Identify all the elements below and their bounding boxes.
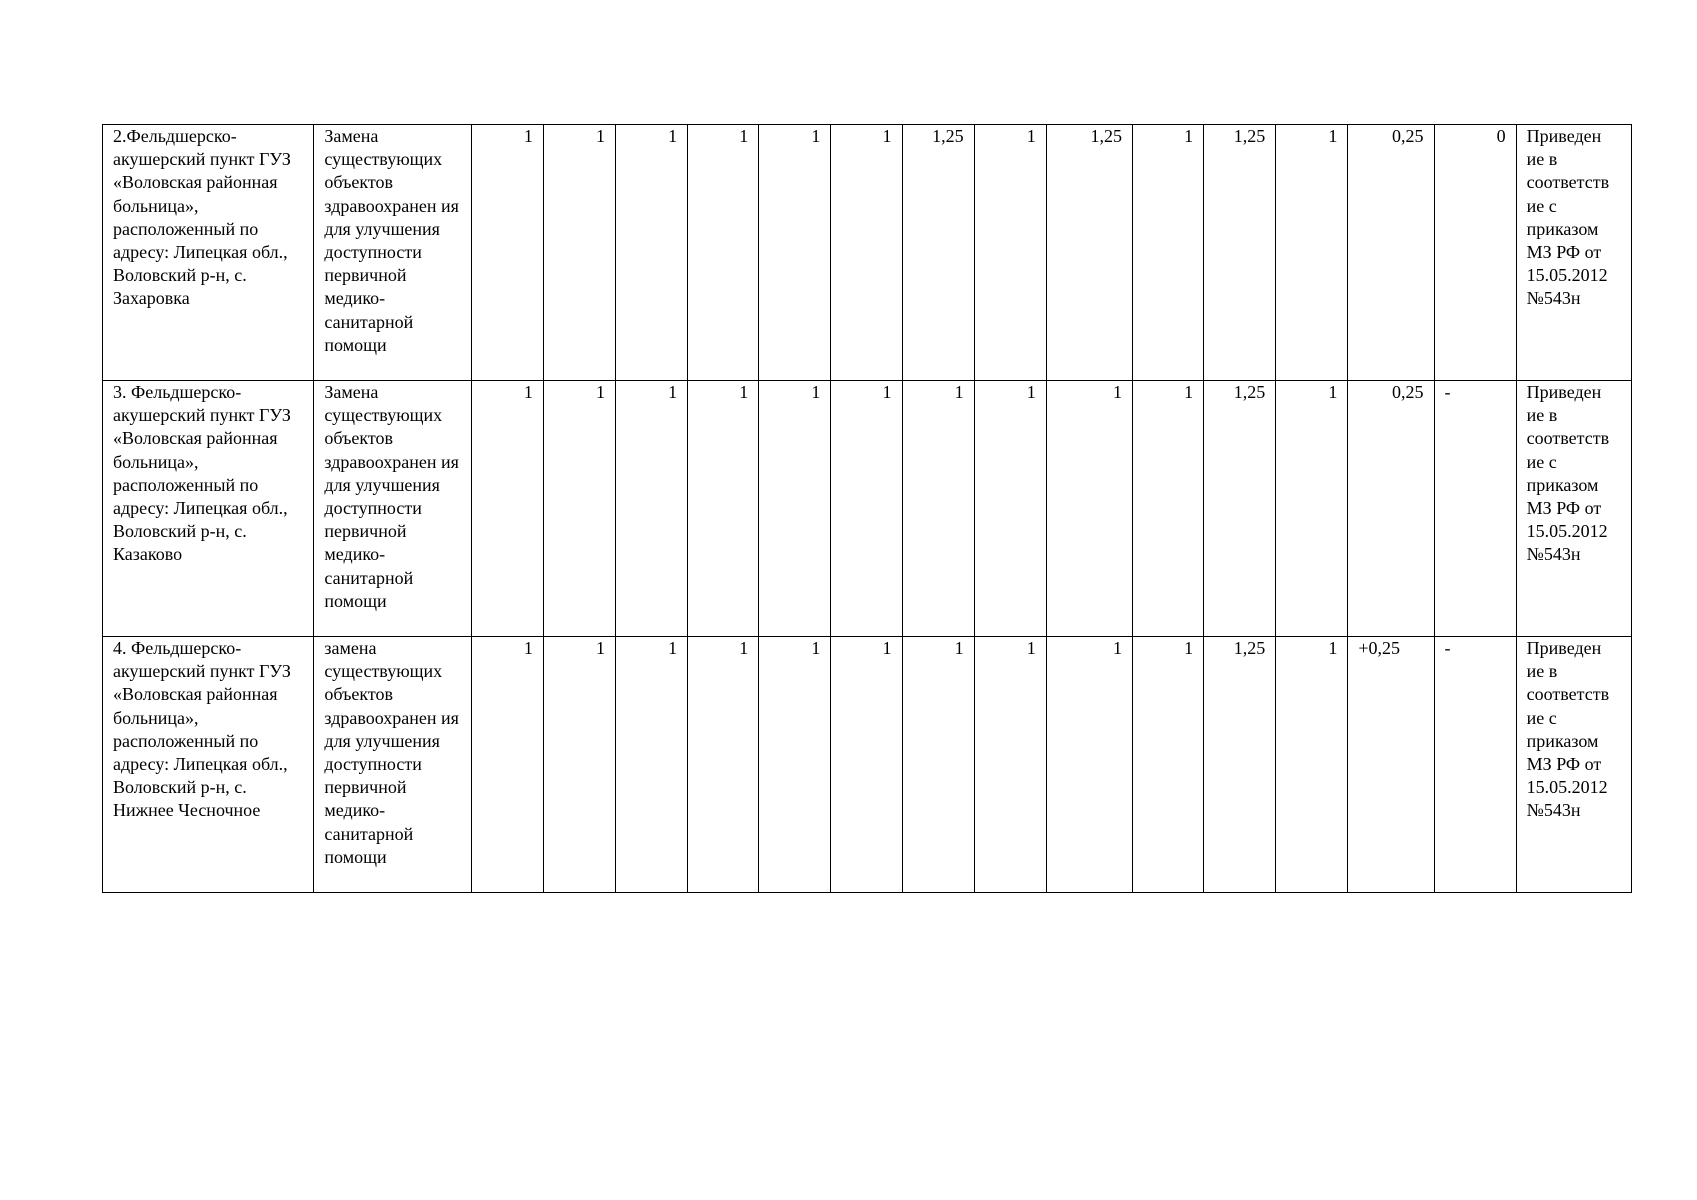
value-cell: 1 bbox=[1132, 381, 1203, 637]
value-cell: 1 bbox=[471, 381, 543, 637]
value-cell: 1 bbox=[615, 637, 687, 893]
value-cell: 0 bbox=[1434, 125, 1516, 381]
value-cell: 1 bbox=[615, 381, 687, 637]
note-cell: Приведен ие в соответств ие с приказом МЗ РФ от 15.05.2012 №543н bbox=[1516, 381, 1631, 637]
facility-name-cell: 3. Фельдшерско- акушерский пункт ГУЗ «Воловская районная больница», расположенный по адресу: Липецкая обл., Воловский р-н, с. Казаково bbox=[103, 381, 314, 637]
value-cell: 1,25 bbox=[1204, 381, 1276, 637]
value-cell: 1,25 bbox=[1046, 125, 1132, 381]
value-cell: 1 bbox=[688, 125, 759, 381]
value-cell: 1 bbox=[688, 381, 759, 637]
action-cell: замена существующих объектов здравоохранен ия для улучшения доступности первичной медико- санитарной помощи bbox=[314, 637, 471, 893]
value-cell: +0,25 bbox=[1348, 637, 1434, 893]
value-cell: 1 bbox=[974, 125, 1046, 381]
value-cell: 1 bbox=[1046, 381, 1132, 637]
value-cell: 1 bbox=[974, 381, 1046, 637]
value-cell: 1 bbox=[1046, 637, 1132, 893]
value-cell: 1 bbox=[615, 125, 687, 381]
value-cell: 1 bbox=[471, 637, 543, 893]
value-cell: 1 bbox=[543, 125, 615, 381]
facility-name-cell: 2.Фельдшерско- акушерский пункт ГУЗ «Воловская районная больница», расположенный по адресу: Липецкая обл., Воловский р-н, с. Захаровка bbox=[103, 125, 314, 381]
value-cell: 1 bbox=[974, 637, 1046, 893]
value-cell: 1 bbox=[1276, 125, 1348, 381]
table-row bbox=[103, 637, 1632, 893]
value-cell: 1 bbox=[902, 637, 974, 893]
value-cell: 1 bbox=[688, 637, 759, 893]
value-cell: 1 bbox=[1276, 381, 1348, 637]
value-cell: 1 bbox=[759, 637, 831, 893]
value-cell: 1 bbox=[831, 637, 902, 893]
value-cell: 1 bbox=[759, 125, 831, 381]
value-cell: 1 bbox=[471, 125, 543, 381]
value-cell: 1 bbox=[902, 381, 974, 637]
value-cell: - bbox=[1434, 381, 1516, 637]
value-cell: 1,25 bbox=[902, 125, 974, 381]
facility-name-cell: 4. Фельдшерско- акушерский пункт ГУЗ «Воловская районная больница», расположенный по адресу: Липецкая обл., Воловский р-н, с. Нижнее Чесночное bbox=[103, 637, 314, 893]
value-cell: 1 bbox=[759, 381, 831, 637]
action-cell: Замена существующих объектов здравоохранен ия для улучшения доступности первичной медико- санитарной помощи bbox=[314, 381, 471, 637]
table-row bbox=[103, 381, 1632, 637]
value-cell: 1 bbox=[1276, 637, 1348, 893]
note-cell: Приведен ие в соответств ие с приказом МЗ РФ от 15.05.2012 №543н bbox=[1516, 125, 1631, 381]
value-cell: 1 bbox=[831, 125, 902, 381]
value-cell: 1,25 bbox=[1204, 125, 1276, 381]
value-cell: 1 bbox=[831, 381, 902, 637]
facilities-table bbox=[102, 124, 1632, 893]
note-cell: Приведен ие в соответств ие с приказом МЗ РФ от 15.05.2012 №543н bbox=[1516, 637, 1631, 893]
value-cell: 1,25 bbox=[1204, 637, 1276, 893]
value-cell: 0,25 bbox=[1348, 381, 1434, 637]
value-cell: 1 bbox=[1132, 637, 1203, 893]
value-cell: 0,25 bbox=[1348, 125, 1434, 381]
value-cell: - bbox=[1434, 637, 1516, 893]
value-cell: 1 bbox=[543, 637, 615, 893]
value-cell: 1 bbox=[543, 381, 615, 637]
table-row bbox=[103, 125, 1632, 381]
value-cell: 1 bbox=[1132, 125, 1203, 381]
action-cell: Замена существующих объектов здравоохранен ия для улучшения доступности первичной медико- санитарной помощи bbox=[314, 125, 471, 381]
